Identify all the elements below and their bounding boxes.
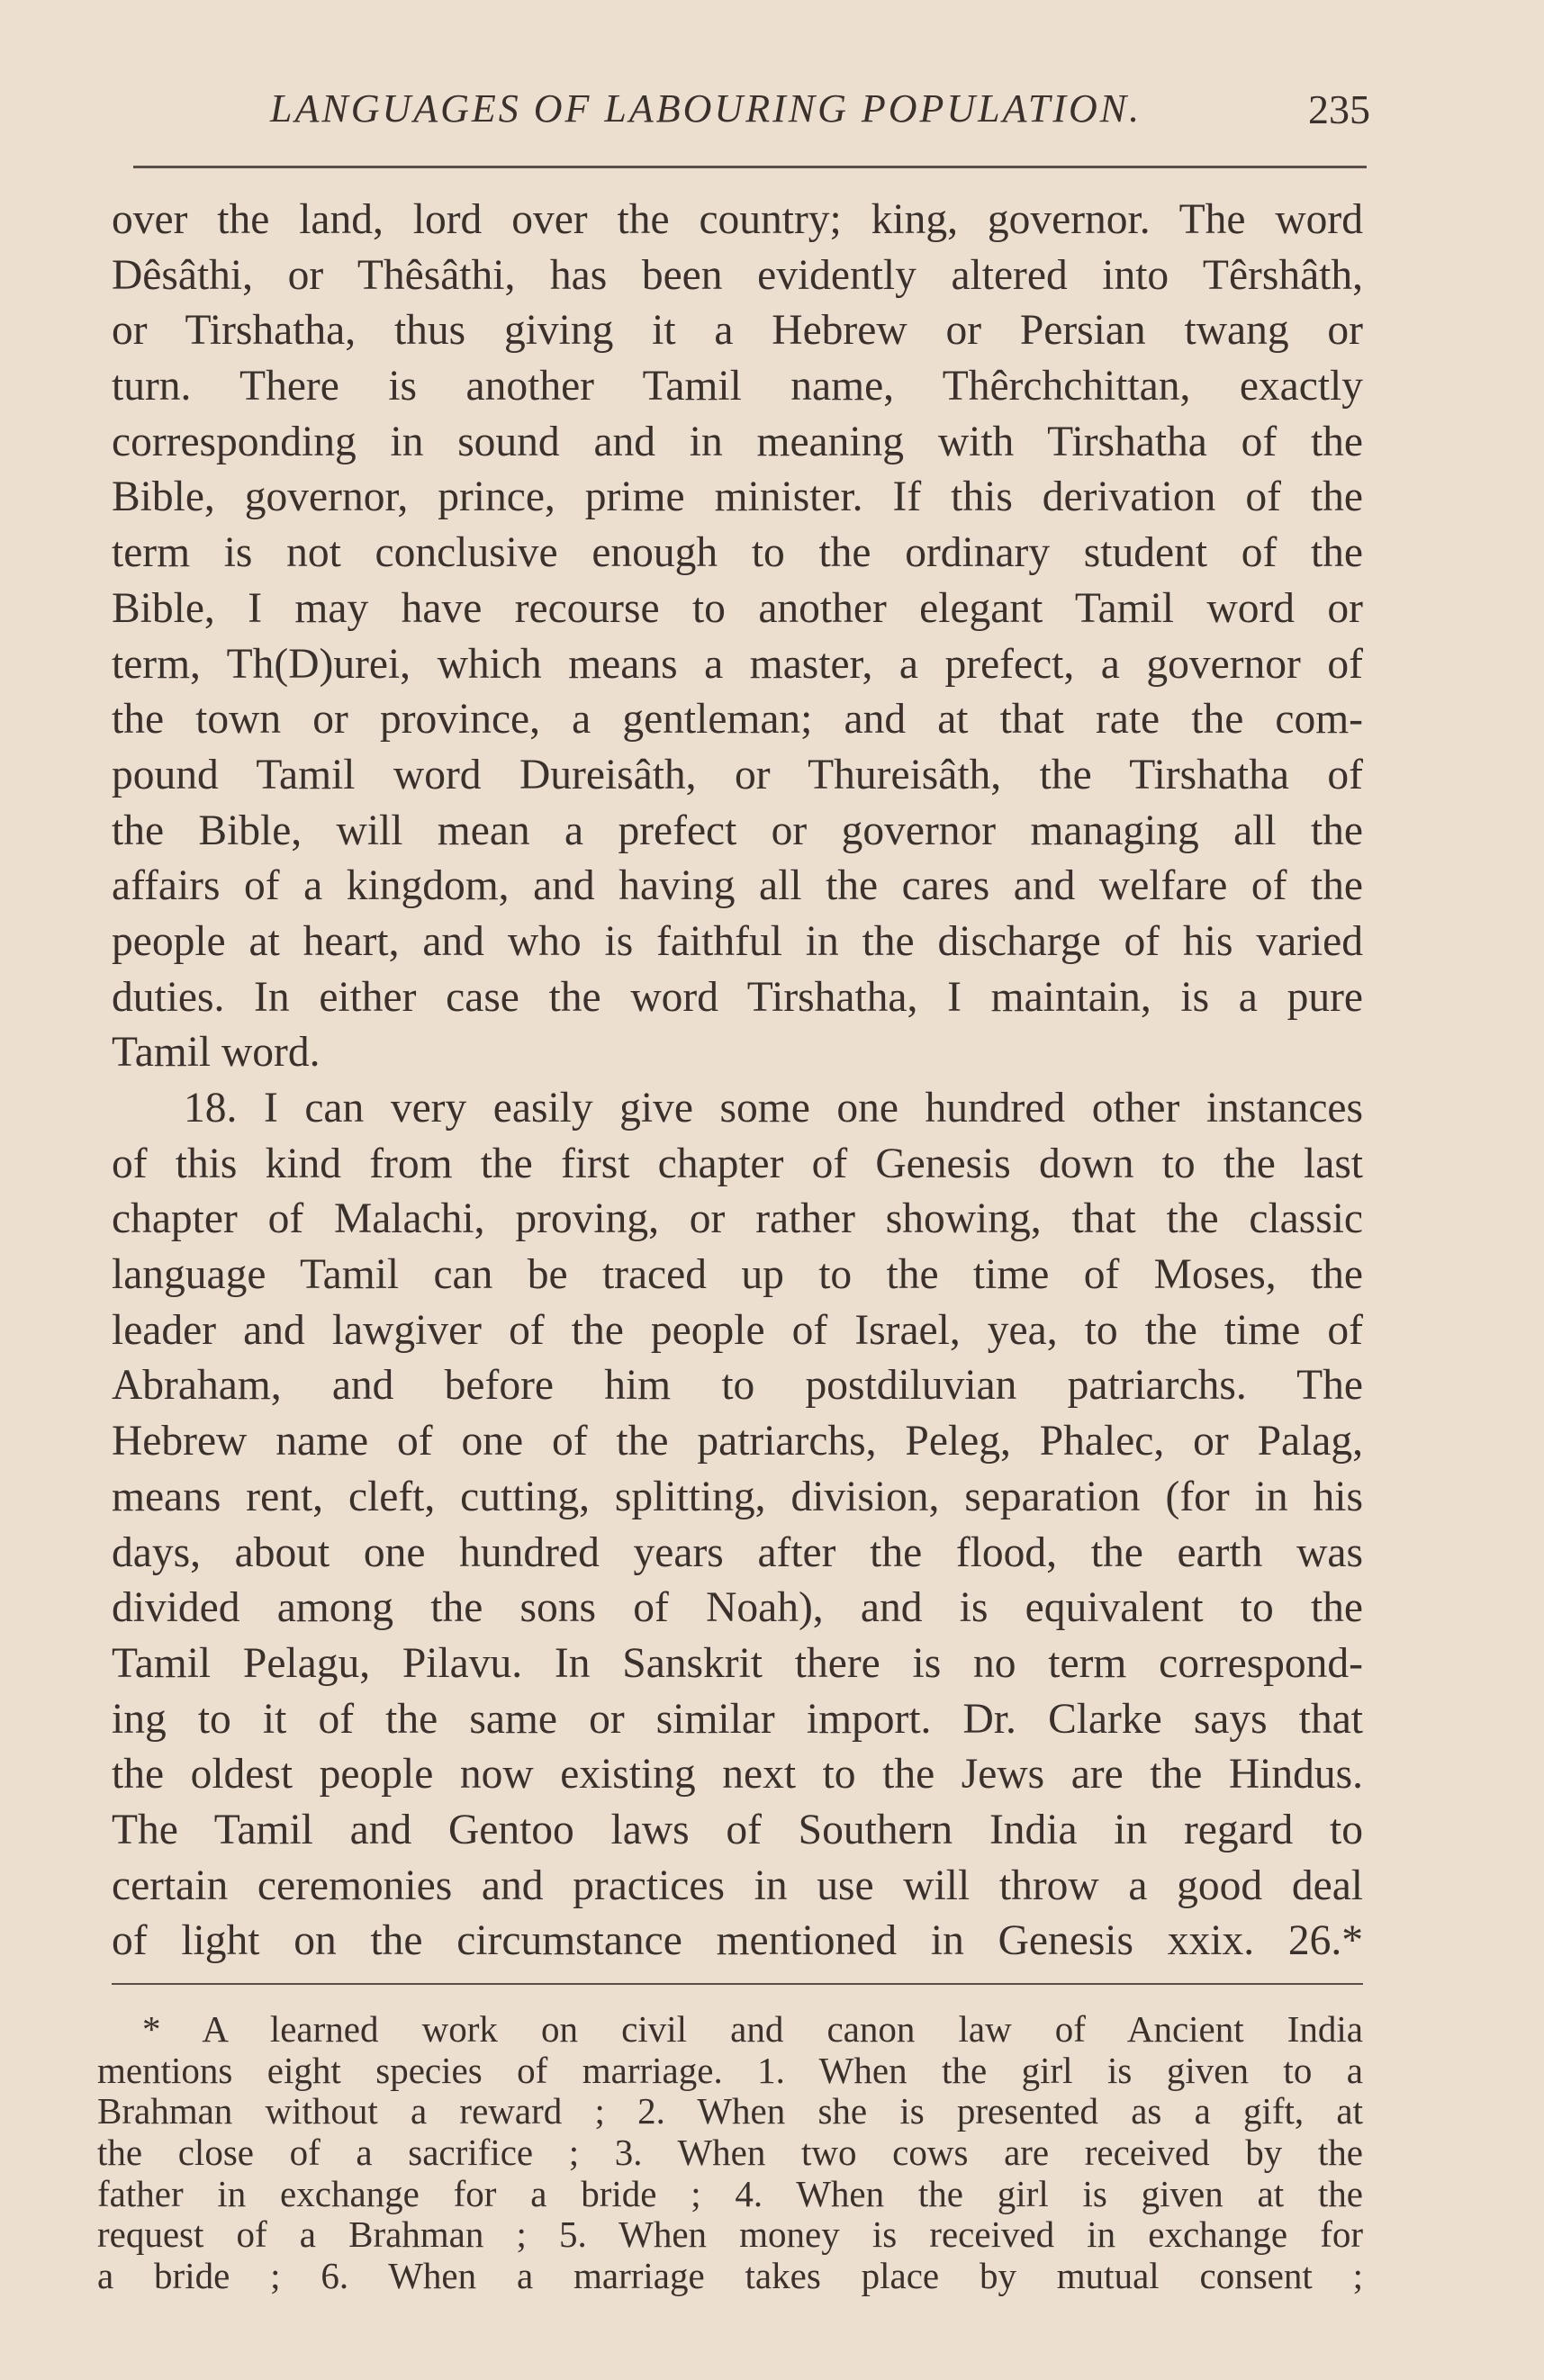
- text-line: means rent, cleft, cutting, splitting, division, separation (for in his: [112, 1473, 1363, 1520]
- text-line: affairs of a kingdom, and having all the cares and welfare of the: [112, 862, 1363, 910]
- text-line: corresponding in sound and in meaning with Tirshatha of the: [112, 418, 1363, 465]
- footnote-line: mentions eight species of marriage. 1. When the girl is given to a: [97, 2049, 1363, 2091]
- text-line: turn. There is another Tamil name, Thêrchchittan, exactly: [112, 363, 1363, 410]
- text-line: of this kind from the first chapter of Genesis down to the last: [112, 1140, 1363, 1187]
- text-line: duties. In either case the word Tirshatha, I maintain, is a pure: [112, 973, 1363, 1021]
- footnote-line: father in exchange for a bride ; 4. When the girl is given at the: [97, 2172, 1363, 2214]
- footnote: [97, 2009, 1363, 2297]
- text-line: Hebrew name of one of the patriarchs, Peleg, Phalec, or Palag,: [112, 1418, 1363, 1465]
- footnote-rule: [112, 1983, 1363, 1985]
- text-line: over the land, lord over the country; king, governor. The word: [112, 196, 1363, 243]
- text-line: pound Tamil word Dureisâth, or Thureisâth, the Tirshatha of: [112, 751, 1363, 798]
- text-line: Bible, governor, prince, prime minister. If this derivation of the: [112, 473, 1363, 521]
- text-line: term, Th(D)urei, which means a master, a prefect, a governor of: [112, 640, 1363, 688]
- text-line: ing to it of the same or similar import. Dr. Clarke says that: [112, 1695, 1363, 1743]
- text-line: of light on the circumstance mentioned in Genesis xxix. 26.*: [112, 1917, 1363, 1965]
- footnote-line: Brahman without a reward ; 2. When she is presented as a gift, at: [97, 2090, 1363, 2132]
- header-rule: [133, 166, 1367, 168]
- footnote-line: the close of a sacrifice ; 3. When two cows are received by the: [97, 2132, 1363, 2174]
- text-line: Dêsâthi, or Thêsâthi, has been evidently altered into Têrshâth,: [112, 251, 1363, 299]
- text-line: days, about one hundred years after the flood, the earth was: [112, 1528, 1363, 1576]
- text-line: term is not conclusive enough to the ordinary student of the: [112, 529, 1363, 577]
- text-line: leader and lawgiver of the people of Israel, yea, to the time of: [112, 1306, 1363, 1354]
- text-line: certain ceremonies and practices in use will throw a good deal: [112, 1862, 1363, 1909]
- text-line: the town or province, a gentleman; and at that rate the com-: [112, 696, 1363, 744]
- text-line: chapter of Malachi, proving, or rather showing, that the classic: [112, 1195, 1363, 1243]
- text-line: 18. I can very easily give some one hundred other instances: [184, 1085, 1363, 1131]
- text-line: Tamil word.: [112, 1029, 321, 1077]
- page-number: 235: [1308, 86, 1370, 132]
- text-line: Bible, I may have recourse to another elegant Tamil word or: [112, 584, 1363, 632]
- text-line: or Tirshatha, thus giving it a Hebrew or Persian twang or: [112, 307, 1363, 355]
- footnote-line: a bride ; 6. When a marriage takes place by mutual consent ;: [97, 2255, 1363, 2297]
- text-line: Abraham, and before him to postdiluvian patriarchs. The: [112, 1362, 1363, 1410]
- text-line: The Tamil and Gentoo laws of Southern India in regard to: [112, 1806, 1363, 1853]
- text-line: the Bible, will mean a prefect or governor managing all the: [112, 807, 1363, 854]
- text-line: language Tamil can be traced up to the time of Moses, the: [112, 1251, 1363, 1299]
- footnote-line: * A learned work on civil and canon law of Ancient India: [142, 2008, 1363, 2050]
- text-line: divided among the sons of Noah), and is equivalent to the: [112, 1584, 1363, 1632]
- footnote-line: request of a Brahman ; 5. When money is received in exchange for: [97, 2213, 1363, 2256]
- text-line: Tamil Pelagu, Pilavu. In Sanskrit there is no term correspond-: [112, 1639, 1363, 1687]
- text-line: people at heart, and who is faithful in the discharge of his varied: [112, 917, 1363, 965]
- running-head: [126, 86, 1370, 149]
- running-head-title: LANGUAGES OF LABOURING POPULATION.: [270, 86, 1142, 131]
- text-line: the oldest people now existing next to the Jews are the Hindus.: [112, 1751, 1363, 1799]
- body-text: [112, 193, 1363, 1970]
